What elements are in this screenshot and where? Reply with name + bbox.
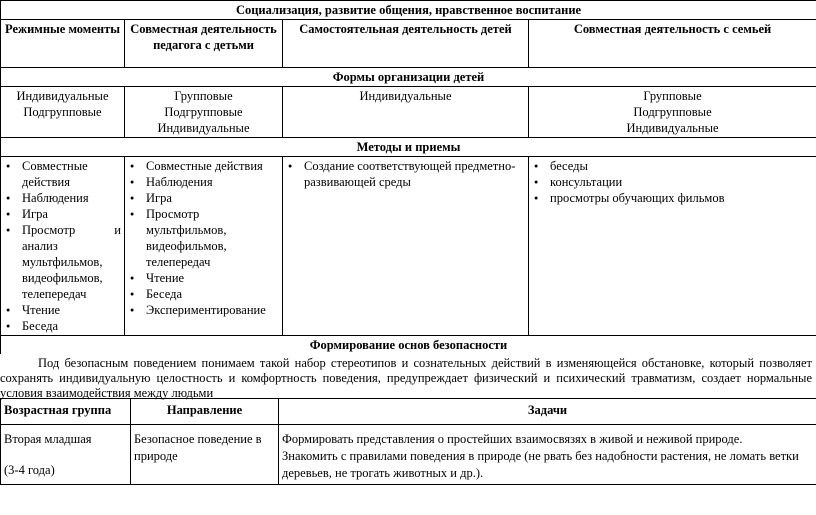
header-independent: Самостоятельная деятельность детей <box>283 20 529 68</box>
safety-paragraph: Под безопасным поведением понимаем такой набор стереотипов и сознательных действий в изменяющейся обстановке, который позволяет сохранять индивидуальную целостность и комфортность поведения, предупреждает физический и психический травматизм, создает нормальные условия взаимодействия между людьми <box>0 356 812 400</box>
direction-cell: Безопасное поведение в природе <box>131 425 279 485</box>
list-item: ● Совместные действия <box>4 158 121 190</box>
age-cell <box>1 425 131 485</box>
methods-col1 <box>1 157 125 336</box>
list-item: ● Просмотр мультфильмов, видеофильмов, телепередач <box>128 206 279 270</box>
forms-col4: Групповые Подгрупповые Индивидуальные <box>529 87 816 138</box>
list-item: ● Чтение <box>4 302 121 318</box>
header-tasks: Задачи <box>279 399 816 425</box>
list-item: ● Наблюдения <box>4 190 121 206</box>
task-1: Формировать представления о простейших взаимосвязях в живой и неживой природе. <box>282 432 743 446</box>
safety-heading: Формирование основ безопасности <box>1 336 816 355</box>
table-title: Социализация, развитие общения, нравственное воспитание <box>1 1 816 20</box>
list-item: ● беседы <box>532 158 813 174</box>
list-item: ● просмотры обучающих фильмов <box>532 190 813 206</box>
header-joint-activity: Совместная деятельность педагога с детьми <box>125 20 283 68</box>
list-item: ● Чтение <box>128 270 279 286</box>
methods-heading: Методы и приемы <box>1 138 816 157</box>
age-group: Вторая младшая <box>4 432 92 446</box>
header-direction: Направление <box>131 399 279 425</box>
header-age-group: Возрастная группа <box>1 399 131 425</box>
list-item: ● Беседа <box>128 286 279 302</box>
header-regime: Режимные моменты <box>1 20 125 68</box>
methods-col2 <box>125 157 283 336</box>
list-item: ● Создание соответствующей предметно-развивающей среды <box>286 158 525 190</box>
list-item: ● Просмотр и анализ мультфильмов, видеофильмов, телепередач <box>4 222 121 302</box>
forms-heading: Формы организации детей <box>1 68 816 87</box>
tasks-table <box>0 398 816 485</box>
list-item: ● Экспериментирование <box>128 302 279 318</box>
list-item: ● Игра <box>128 190 279 206</box>
list-item: ● Игра <box>4 206 121 222</box>
forms-col3: Индивидуальные <box>283 87 529 138</box>
list-item: ● Совместные действия <box>128 158 279 174</box>
list-item: ● Наблюдения <box>128 174 279 190</box>
header-family: Совместная деятельность с семьей <box>529 20 816 68</box>
age-range: (3-4 года) <box>4 463 55 477</box>
task-2: Знакомить с правилами поведения в природе (не рвать без надобности растения, не ломать ветки деревьев, не трогать животных и др.). <box>282 449 799 480</box>
forms-col2: Групповые Подгрупповые Индивидуальные <box>125 87 283 138</box>
forms-col1: Индивидуальные Подгрупповые <box>1 87 125 138</box>
methods-col3 <box>283 157 529 336</box>
tasks-cell <box>279 425 816 485</box>
methods-col4 <box>529 157 816 336</box>
list-item: ● консультации <box>532 174 813 190</box>
list-item: ● Беседа <box>4 318 121 334</box>
